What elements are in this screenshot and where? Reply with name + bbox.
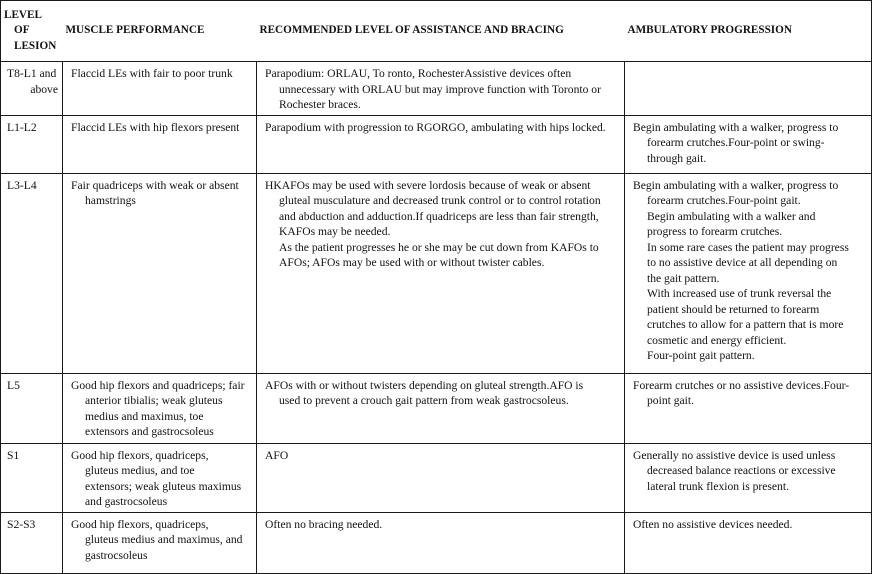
cell-level-of-lesion: S1 — [1, 443, 63, 512]
cell-ambulatory-progression — [625, 62, 872, 116]
header-assistance-bracing: RECOMMENDED LEVEL OF ASSISTANCE AND BRACING — [257, 1, 625, 62]
cell-muscle-performance: Good hip flexors, quadriceps, gluteus medius, and toe extensors; weak gluteus maximus and gastrocsoleus — [63, 443, 257, 512]
cell-level-of-lesion: L5 — [1, 373, 63, 443]
header-row — [1, 1, 872, 62]
table-row — [1, 62, 872, 116]
cell-ambulatory-progression: Begin ambulating with a walker, progress to forearm crutches.Four-point or swing- through gait. — [625, 115, 872, 173]
cell-level-of-lesion: L3-L4 — [1, 173, 63, 373]
cell-level-of-lesion: S2-S3 — [1, 512, 63, 573]
cell-level-of-lesion: T8-L1 and above — [1, 62, 63, 116]
header-level-of-lesion: LEVEL OF LESION — [1, 1, 63, 62]
cell-assistance-bracing: AFO — [257, 443, 625, 512]
header-ambulatory-progression: AMBULATORY PROGRESSION — [625, 1, 872, 62]
cell-level-of-lesion: L1-L2 — [1, 115, 63, 173]
header-muscle-performance: MUSCLE PERFORMANCE — [63, 1, 257, 62]
cell-assistance-bracing: AFOs with or without twisters depending on gluteal strength.AFO is used to prevent a crouch gait pattern from weak gastrocsoleus. — [257, 373, 625, 443]
cell-ambulatory-progression: Forearm crutches or no assistive devices.Four- point gait. — [625, 373, 872, 443]
cell-muscle-performance: Flaccid LEs with fair to poor trunk — [63, 62, 257, 116]
cell-ambulatory-progression: Generally no assistive device is used unless decreased balance reactions or excessive lateral trunk flexion is present. — [625, 443, 872, 512]
cell-assistance-bracing: Parapodium with progression to RGORGO, ambulating with hips locked. — [257, 115, 625, 173]
table-row — [1, 512, 872, 573]
cell-muscle-performance: Flaccid LEs with hip flexors present — [63, 115, 257, 173]
table-row — [1, 373, 872, 443]
cell-assistance-bracing: HKAFOs may be used with severe lordosis because of weak or absent gluteal musculature and decreased trunk control or to control rotation and abduction and adduction.If quadriceps are less than fair strength, KAFOs may be needed. As the patient progresses he or she may be cut down from KAFOs to AFOs; AFOs may be used with or without twister cables. — [257, 173, 625, 373]
table-row — [1, 443, 872, 512]
cell-muscle-performance: Good hip flexors, quadriceps, gluteus medius and maximus, and gastrocsoleus — [63, 512, 257, 573]
cell-assistance-bracing: Often no bracing needed. — [257, 512, 625, 573]
cell-assistance-bracing: Parapodium: ORLAU, To ronto, RochesterAssistive devices often unnecessary with ORLAU but may improve function with Toronto or Rochester braces. — [257, 62, 625, 116]
cell-ambulatory-progression: Begin ambulating with a walker, progress to forearm crutches.Four-point gait. Begin ambulating with a walker and progress to forearm crutches. In some rare cases the patient may progress to no assistive device at all depending on the gait pattern. With increased use of trunk reversal the patient should be returned to forearm crutches to allow for a pattern that is more cosmetic and energy efficient. Four-point gait pattern. — [625, 173, 872, 373]
cell-muscle-performance: Fair quadriceps with weak or absent hamstrings — [63, 173, 257, 373]
cell-ambulatory-progression: Often no assistive devices needed. — [625, 512, 872, 573]
table-row — [1, 173, 872, 373]
table-row — [1, 115, 872, 173]
cell-muscle-performance: Good hip flexors and quadriceps; fair anterior tibialis; weak gluteus medius and maximus, toe extensors and gastrocsoleus — [63, 373, 257, 443]
